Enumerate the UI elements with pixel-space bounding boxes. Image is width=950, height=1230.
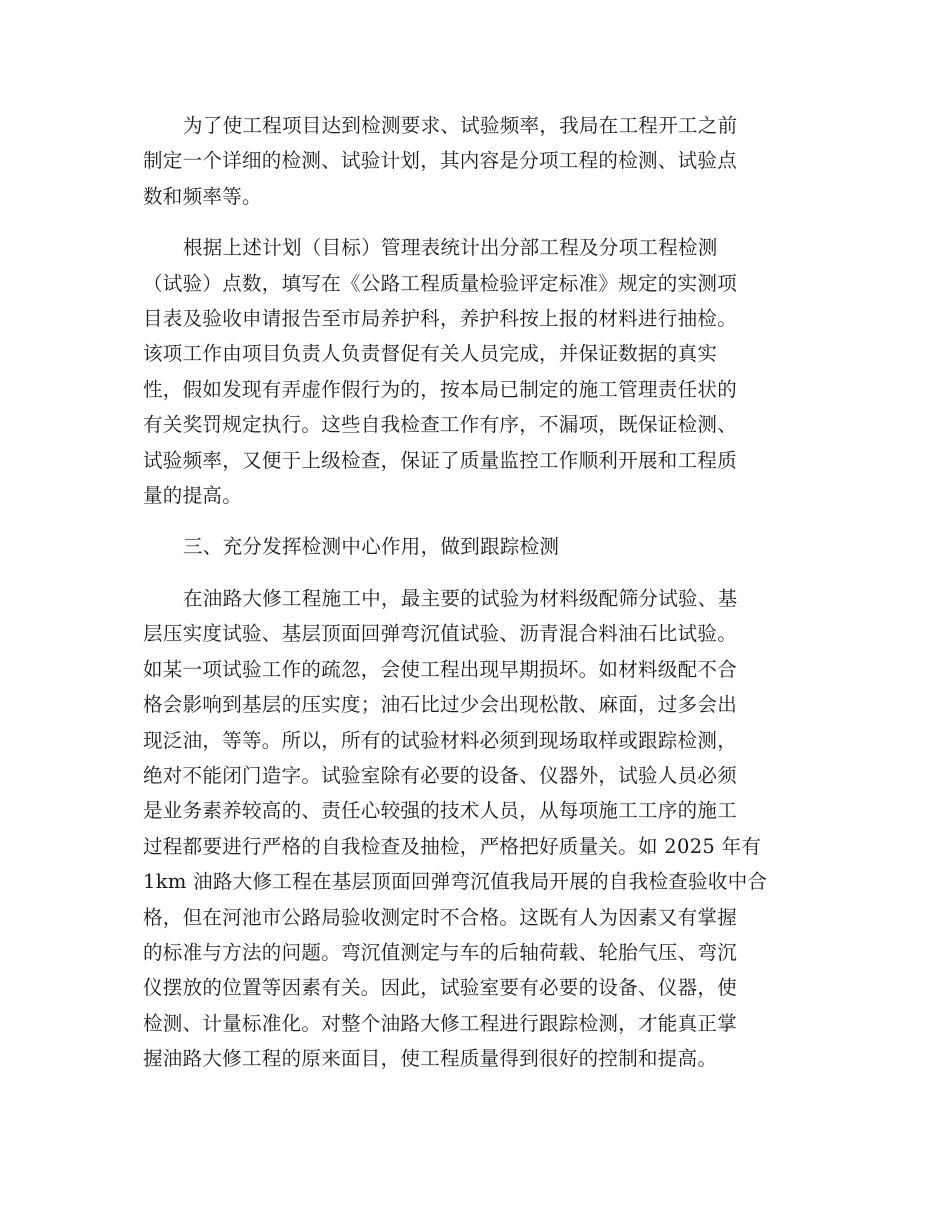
text-line: 试验频率，又便于上级检查，保证了质量监控工作顺利开展和工程质 <box>143 448 738 472</box>
heading-line: 三、充分发挥检测中心作用，做到跟踪检测 <box>183 535 560 559</box>
text-line: 为了使工程项目达到检测要求、试验频率，我局在工程开工之前 <box>183 114 738 137</box>
text-line: 目表及验收申请报告至市局养护科，养护科按上报的材料进行抽检。 <box>143 307 738 331</box>
text-line: 是业务素养较高的、责任心较强的技术人员，从每项施工工序的施工 <box>143 799 738 823</box>
text-line: 量的提高。 <box>143 484 243 508</box>
text-line: 性，假如发现有弄虚作假行为的，按本局已制定的施工管理责任状的 <box>143 377 738 401</box>
text-line: 数和频率等。 <box>143 184 262 208</box>
text-line: 格会影响到基层的压实度；油石比过少会出现松散、麻面，过多会出 <box>143 693 738 717</box>
text-line: 检测、计量标准化。对整个油路大修工程进行跟踪检测，才能真正掌 <box>143 1011 738 1035</box>
text-line: 握油路大修工程的原来面目，使工程质量得到很好的控制和提高。 <box>143 1047 718 1071</box>
paragraph-tracking-inspection <box>143 581 803 1077</box>
text-line: 过程都要进行严格的自我检查及抽检，严格把好质量关。如 2025 年有 <box>143 834 762 858</box>
text-line: 在油路大修工程施工中，最主要的试验为材料级配筛分试验、基 <box>183 586 738 610</box>
text-line: 绝对不能闭门造字。试验室除有必要的设备、仪器外，试验人员必须 <box>143 763 738 787</box>
text-line: 根据上述计划（目标）管理表统计出分部工程及分项工程检测 <box>183 236 718 260</box>
text-line: 仪摆放的位置等因素有关。因此，试验室要有必要的设备、仪器，使 <box>143 976 738 1000</box>
section-heading-three <box>143 529 803 564</box>
text-line: 的标准与方法的问题。弯沉值测定与车的后轴荷载、轮胎气压、弯沉 <box>143 940 738 964</box>
text-line: 制定一个详细的检测、试验计划，其内容是分项工程的检测、试验点 <box>143 149 738 173</box>
text-line: 层压实度试验、基层顶面回弹弯沉值试验、沥青混合料油石比试验。 <box>143 622 738 646</box>
document-page <box>143 108 803 1093</box>
text-line: 现泛油，等等。所以，所有的试验材料必须到现场取样或跟踪检测， <box>143 728 738 752</box>
paragraph-testing-plan <box>143 108 803 214</box>
text-line: 有关奖罚规定执行。这些自我检查工作有序，不漏项，既保证检测、 <box>143 413 738 437</box>
text-line: （试验）点数，填写在《公路工程质量检验评定标准》规定的实测项 <box>143 271 738 295</box>
text-line: 如某一项试验工作的疏忽，会使工程出现早期损坏。如材料级配不合 <box>143 657 738 681</box>
text-line: 该项工作由项目负责人负责督促有关人员完成，并保证数据的真实 <box>143 342 718 366</box>
paragraph-statistics-report <box>143 230 803 513</box>
text-line: 格，但在河池市公路局验收测定时不合格。这既有人为因素又有掌握 <box>143 905 738 929</box>
text-line: 1km 油路大修工程在基层顶面回弹弯沉值我局开展的自我检查验收中合 <box>143 870 768 894</box>
